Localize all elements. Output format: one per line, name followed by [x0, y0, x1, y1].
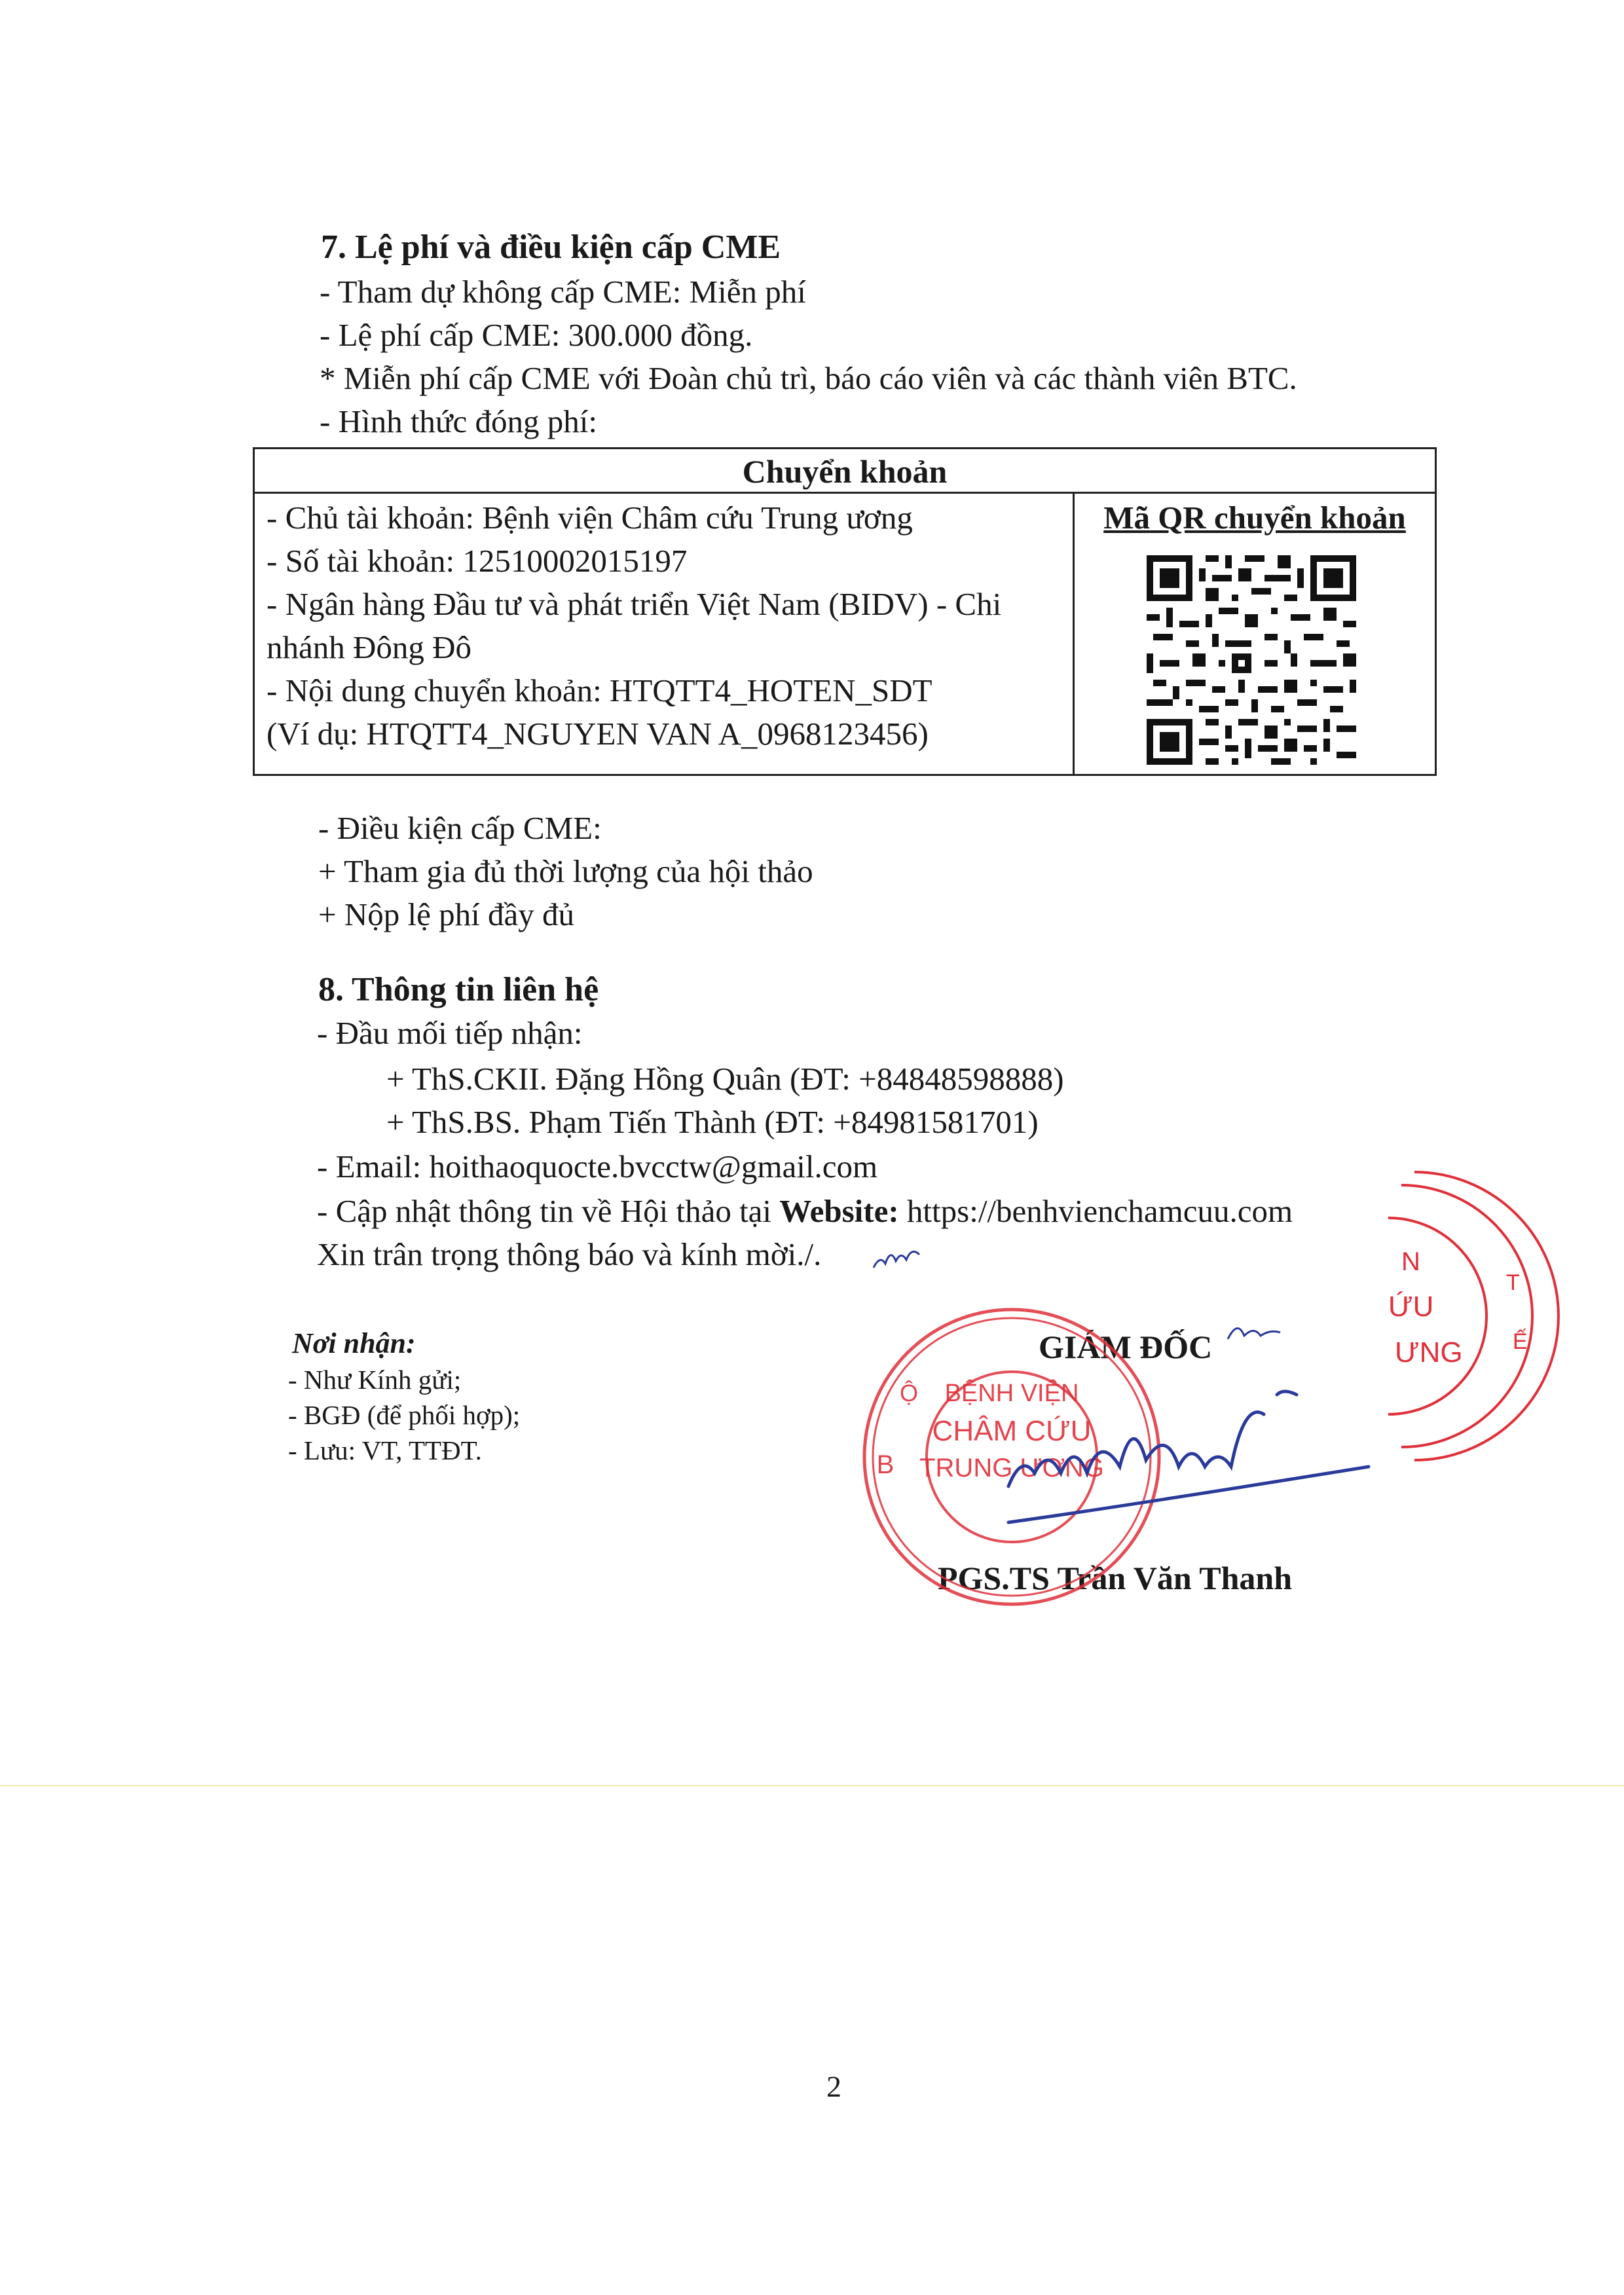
qr-code-icon — [1140, 549, 1363, 771]
closing-line: Xin trân trọng thông báo và kính mời./. — [317, 1236, 822, 1272]
section-8-heading: 8. Thông tin liên hệ — [318, 971, 599, 1008]
account-number: - Số tài khoản: 12510002015197 — [267, 543, 688, 579]
transfer-content: - Nội dung chuyển khoản: HTQTT4_HOTEN_SDT — [267, 672, 932, 708]
payment-table-header: Chuyển khoản — [255, 449, 1435, 494]
stamp-edge-n: N — [1401, 1247, 1420, 1276]
stamp-ring-o: Ộ — [899, 1380, 919, 1406]
handwritten-signature-icon — [995, 1375, 1375, 1539]
stamp-line-1: BỆNH VIỆN — [944, 1380, 1079, 1407]
fee-line-exempt: * Miễn phí cấp CME với Đoàn chủ trì, báo cáo viên và các thành viên BTC. — [320, 360, 1297, 396]
stamp-line-3: TRUNG ƯƠNG — [919, 1454, 1104, 1482]
contact-person: + ThS.CKII. Đặng Hồng Quân (ĐT: +84848598888) — [386, 1061, 1064, 1097]
transfer-example: (Ví dụ: HTQTT4_NGUYEN VAN A_0968123456) — [267, 716, 929, 752]
website-line — [317, 1190, 1293, 1232]
qr-cell — [1075, 494, 1435, 774]
bank-name: - Ngân hàng Đầu tư và phát triển Việt Nam (BIDV) - Chi — [267, 586, 1002, 622]
recipient-item: - Như Kính gửi; — [288, 1365, 462, 1395]
initials-mark-icon — [871, 1241, 923, 1274]
cme-conditions-heading: - Điều kiện cấp CME: — [318, 810, 602, 846]
email-line: - Email: hoithaoquocte.bvcctw@gmail.com — [317, 1148, 878, 1184]
partial-stamp-icon — [1362, 1159, 1578, 1473]
recipient-item: - BGĐ (để phối hợp); — [288, 1400, 521, 1430]
account-holder: - Chủ tài khoản: Bệnh viện Châm cứu Trung ương — [267, 500, 913, 536]
signature-initial-icon — [1225, 1316, 1283, 1349]
cme-condition-item: + Tham gia đủ thời lượng của hội thảo — [318, 853, 813, 889]
stamp-edge-cuu: ỨU — [1388, 1291, 1434, 1323]
recipients-heading: Nơi nhận: — [292, 1327, 416, 1359]
page-number: 2 — [826, 2070, 841, 2103]
website-url: https://benhvienchamcuu.com — [898, 1193, 1293, 1229]
stamp-line-2: CHÂM CỨU — [932, 1415, 1092, 1447]
stamp-ring-left: B — [876, 1450, 895, 1479]
contact-person: + ThS.BS. Phạm Tiến Thành (ĐT: +84981581701) — [386, 1104, 1039, 1140]
contact-label: - Đầu mối tiếp nhận: — [317, 1015, 583, 1051]
page-separator — [0, 1785, 1624, 1786]
fee-line-free: - Tham dự không cấp CME: Miễn phí — [320, 274, 806, 310]
signature-title: GIÁM ĐỐC — [1039, 1329, 1213, 1365]
fee-line-cme: - Lệ phí cấp CME: 300.000 đồng. — [320, 317, 753, 353]
website-prefix: - Cập nhật thông tin về Hội thảo tại — [317, 1193, 780, 1229]
stamp-edge-e: Ế — [1513, 1329, 1528, 1354]
fee-line-method: - Hình thức đóng phí: — [320, 403, 597, 439]
stamp-edge-t: T — [1506, 1270, 1520, 1295]
stamp-edge-ung: ƯNG — [1395, 1336, 1463, 1368]
recipient-item: - Lưu: VT, TTĐT. — [288, 1435, 482, 1465]
bank-branch: nhánh Đông Đô — [267, 629, 472, 665]
qr-title: Mã QR chuyển khoản — [1103, 500, 1406, 536]
section-7-heading: 7. Lệ phí và điều kiện cấp CME — [321, 229, 781, 266]
cme-condition-item: + Nộp lệ phí đầy đủ — [318, 896, 574, 932]
signer-name: PGS.TS Trần Văn Thanh — [938, 1560, 1293, 1596]
bank-details-cell — [267, 496, 1065, 756]
payment-table — [253, 447, 1437, 776]
website-label: Website: — [779, 1193, 899, 1229]
